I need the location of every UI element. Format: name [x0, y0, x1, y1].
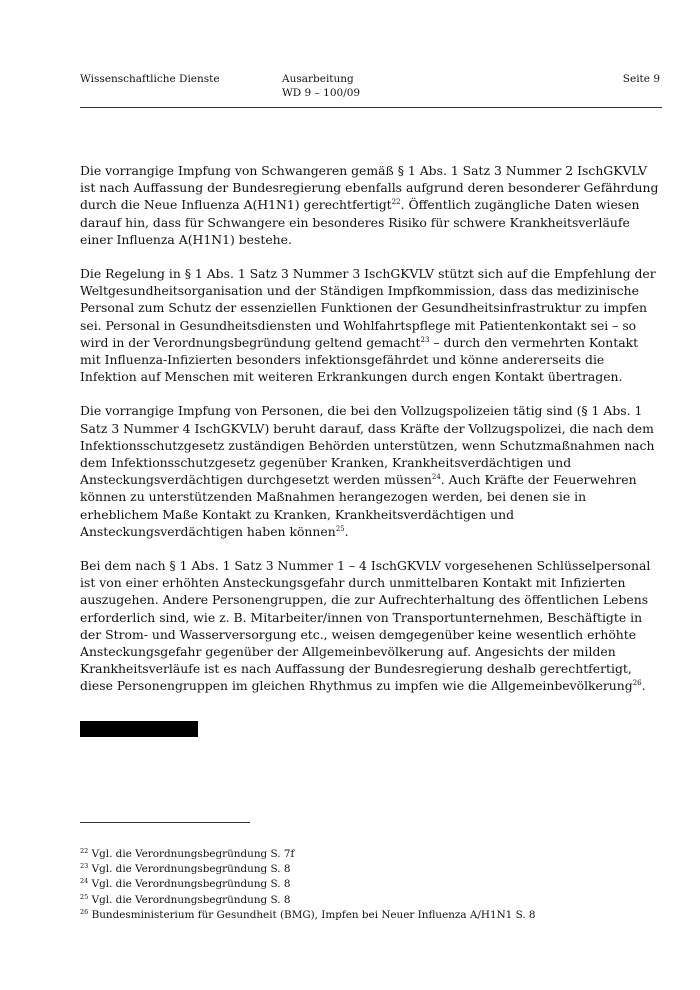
redaction-bar [80, 721, 198, 737]
paragraph-text: . Auch Kräfte der Feuerwehren können zu unterstützenden Maßnahmen herangezogen werden, bei denen sie in erheblichem Maße Kontakt zu Kranken, Krankheitsverdächtigen und Ansteckungsverdächtigen haben können [80, 472, 637, 539]
body-text [80, 162, 660, 712]
header-document-type [282, 72, 360, 100]
paragraph-3 [80, 402, 660, 540]
paragraph-text: Die vorrangige Impfung von Schwangeren gemäß § 1 Abs. 1 Satz 3 Nummer 2 IschGKVLV ist nach Auffassung der Bundesregierung ebenfalls aufgrund deren besonderer Gefährdung durch die Neue Influenza A(H1N1) gerechtfertigt [80, 163, 659, 213]
footnote-text: Bundesministerium für Gesundheit (BMG), Impfen bei Neuer Influenza A/H1N1 S. 8 [91, 908, 536, 921]
footnote-ref-25[interactable]: 25 [335, 524, 345, 533]
footnote-26 [80, 908, 660, 923]
footnote-ref-22[interactable]: 22 [391, 198, 401, 207]
footnote-number: 22 [80, 847, 89, 855]
footnote-number: 23 [80, 862, 89, 871]
footnote-25 [80, 893, 660, 908]
paragraph-text: . [641, 678, 646, 694]
paragraph-4 [80, 557, 660, 695]
paragraph-text: – durch den vermehrten Kontakt mit Influenza-Infizierten besonders infektionsgefährdet und könne andererseits die Infektion auf Menschen mit weiteren Erkrankungen durch engen Kontakt übertragen. [80, 334, 639, 385]
header-department: Wissenschaftliche Dienste [80, 73, 220, 85]
footnote-number: 25 [80, 892, 89, 901]
footnote-text: Vgl. die Verordnungsbegründung S. 8 [91, 863, 291, 876]
footnote-text: Vgl. die Verordnungsbegründung S. 8 [91, 878, 291, 891]
footnote-24 [80, 877, 660, 892]
header-divider [80, 107, 662, 108]
footnote-23 [80, 862, 660, 877]
header-doc-type-label: Ausarbeitung [282, 73, 354, 85]
footnote-ref-24[interactable]: 24 [431, 473, 441, 482]
header-doc-number: WD 9 – 100/09 [282, 87, 361, 99]
paragraph-text: . Öffentlich zugängliche Daten wiesen darauf hin, dass für Schwangere ein besonderes Risiko für schwere Krankheitsverläufe einer Influenza A(H1N1) bestehe. [80, 197, 640, 247]
footnote-22 [80, 847, 660, 862]
footnotes [80, 847, 660, 923]
footnote-separator [80, 822, 250, 823]
paragraph-text: Die Regelung in § 1 Abs. 1 Satz 3 Nummer 3 IschGKVLV stützt sich auf die Empfehlung der Weltgesundheitsorganisation und der Ständigen Impfkommission, dass das medizinische Personal zum Schutz der essenziellen Funktionen der Gesundheitsinfrastruktur zu impfen sei. Personal in Gesundheitsdiensten und Wohlfahrtspflege mit Patientenkontakt sei – so wird in der Verordnungsbegründung geltend gemacht [80, 266, 656, 350]
footnote-number: 24 [80, 877, 89, 886]
paragraph-text: Bei dem nach § 1 Abs. 1 Satz 3 Nummer 1 – 4 IschGKVLV vorgesehenen Schlüsselpersonal ist von einer erhöhten Ansteckungsgefahr durch unmittelbaren Kontakt mit Infizierten auszugehen. Andere Personengruppen, die zur Aufrechterhaltung des öffentlichen Lebens erforderlich sind, wie z. B. Mitarbeiter/innen von Transportunternehmen, Beschäftigte in der Strom- und Wasserversorgung etc., weisen demgegenüber keine wesentlich erhöhte Ansteckungsgefahr gegenüber der Allgemeinbevölkerung auf. Angesichts der milden Krankheitsverläufe ist es nach Auffassung der Bundesregierung deshalb gerechtfertigt, diese Personengruppen im gleichen Rhythmus zu impfen wie die Allgemeinbevölkerung [80, 558, 651, 694]
footnote-text: Vgl. die Verordnungsbegründung S. 7f [88, 848, 295, 860]
footnote-number: 26 [80, 907, 89, 916]
paragraph-1 [80, 162, 660, 248]
paragraph-text: . [344, 523, 349, 539]
paragraph-text: Die vorrangige Impfung von Personen, die bei den Vollzugspolizeien tätig sind (§ 1 Abs. 1 Satz 3 Nummer 4 IschGKVLV) beruht darauf, dass Kräfte der Vollzugspolizei, die nach dem Infektionsschutzgesetz zuständigen Behörden unterstützen, wenn Schutzmaßnahmen nach dem Infektionsschutzgesetz gegenüber Kranken, Krankheitsverdächtigen und Ansteckungsverdächtigen durchgesetzt werden müssen [80, 403, 655, 488]
paragraph-2 [80, 265, 660, 385]
footnote-ref-23[interactable]: 23 [420, 335, 430, 344]
footnote-text: Vgl. die Verordnungsbegründung S. 8 [91, 893, 291, 906]
footnote-ref-26[interactable]: 26 [632, 679, 642, 688]
header-page-number: Seite 9 [622, 73, 660, 85]
